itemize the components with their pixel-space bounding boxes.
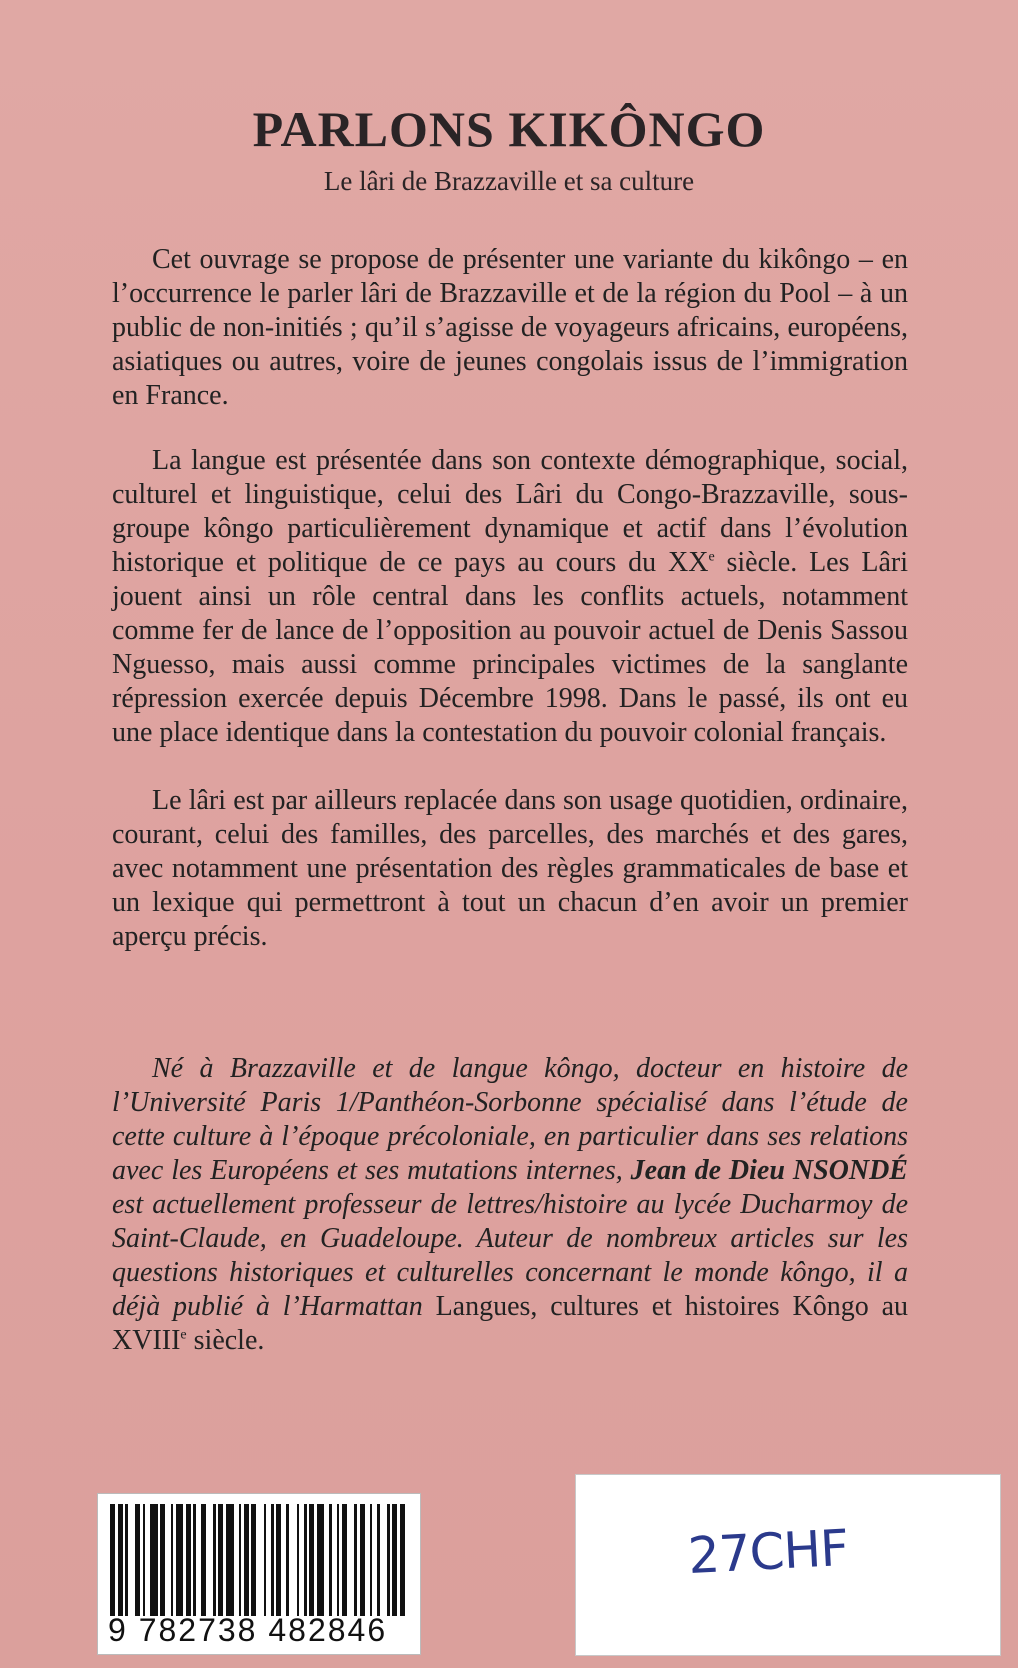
barcode-bar [380,1504,388,1616]
book-subtitle: Le lâri de Brazzaville et sa culture [323,166,695,196]
paragraph-context-text-a: La langue est présentée dans son contexte démographique, social, culturel et linguistique, celui des Lâri du Congo-Brazzaville, sous-groupe kôngo particulièrement dynamique et actif dans l’évolution historique et politique de ce pays au cours du XX [112,445,908,578]
barcode-bar [256,1504,264,1616]
author-name: Jean de Dieu NSONDÉ [630,1155,908,1186]
author-bio [112,1052,908,1358]
price-sticker [575,1474,1001,1656]
barcode-bar [289,1504,297,1616]
paragraph-context [112,444,908,750]
barcode-bar [405,1504,408,1616]
author-bio-text-b: est actuellement professeur de lettres/histoire au lycée Ducharmoy de Saint-Claude, en Guadeloupe. Auteur de nombreux articles sur les questions historiques et culturelles concernant le monde kôngo, il a déjà publié à l’Harmattan [112,1189,908,1322]
barcode-bar [347,1504,355,1616]
paragraph-context-text-b: siècle. Les Lâri jouent ainsi un rôle central dans les conflits actuels, notamment comme fer de lance de l’opposition au pouvoir actuel de Denis Sassou Nguesso, mais aussi comme principales victimes de la sanglante répression exercée depuis Décembre 1998. Dans le passé, ils ont eu une place identique dans la contestation du pouvoir colonial français. [112,547,908,748]
author-bio-text-a: Né à Brazzaville et de langue kôngo, docteur en histoire de l’Université Paris 1/Panthéon-Sorbonne spécialisé dans l’étude de cette culture à l’époque précoloniale, en particulier dans ses relations avec les Européens et ses mutations internes, [112,1053,908,1186]
barcode-bar [226,1504,234,1616]
paragraph-intro: Cet ouvrage se propose de présenter une variante du kikôngo – en l’occurrence le parler lâri de Brazzaville et de la région du Pool – à un public de non-initiés ; qu’il s’agisse de voyageurs africains, européens, asiatiques ou autres, voire de jeunes congolais issus de l’immigration en France. [112,244,908,411]
previous-book-title-text: Langues, cultures et histoires Kôngo au XVIII [112,1291,908,1356]
barcode-bars [110,1504,408,1616]
isbn-barcode [97,1493,421,1655]
barcode-bar [150,1504,158,1616]
paragraph-usage: Le lâri est par ailleurs replacée dans son usage quotidien, ordinaire, courant, celui des familles, des parcelles, des marchés et des gares, avec notamment une présentation des règles grammaticales de base et un lexique qui permettront à tout un chacun d’en avoir un premier aperçu précis. [112,785,908,952]
previous-book-superscript: e [180,1327,187,1343]
previous-book-title-tail: siècle. [186,1325,265,1356]
barcode-bar [128,1504,136,1616]
century-superscript: e [708,549,715,565]
barcode-bar [206,1504,214,1616]
barcode-bar [317,1504,325,1616]
book-title: PARLONS KIKÔNGO [252,101,766,157]
barcode-bar [176,1504,184,1616]
isbn-number: 9 782738 482846 [108,1612,388,1648]
price-handwritten: 27CHF [686,1518,850,1586]
